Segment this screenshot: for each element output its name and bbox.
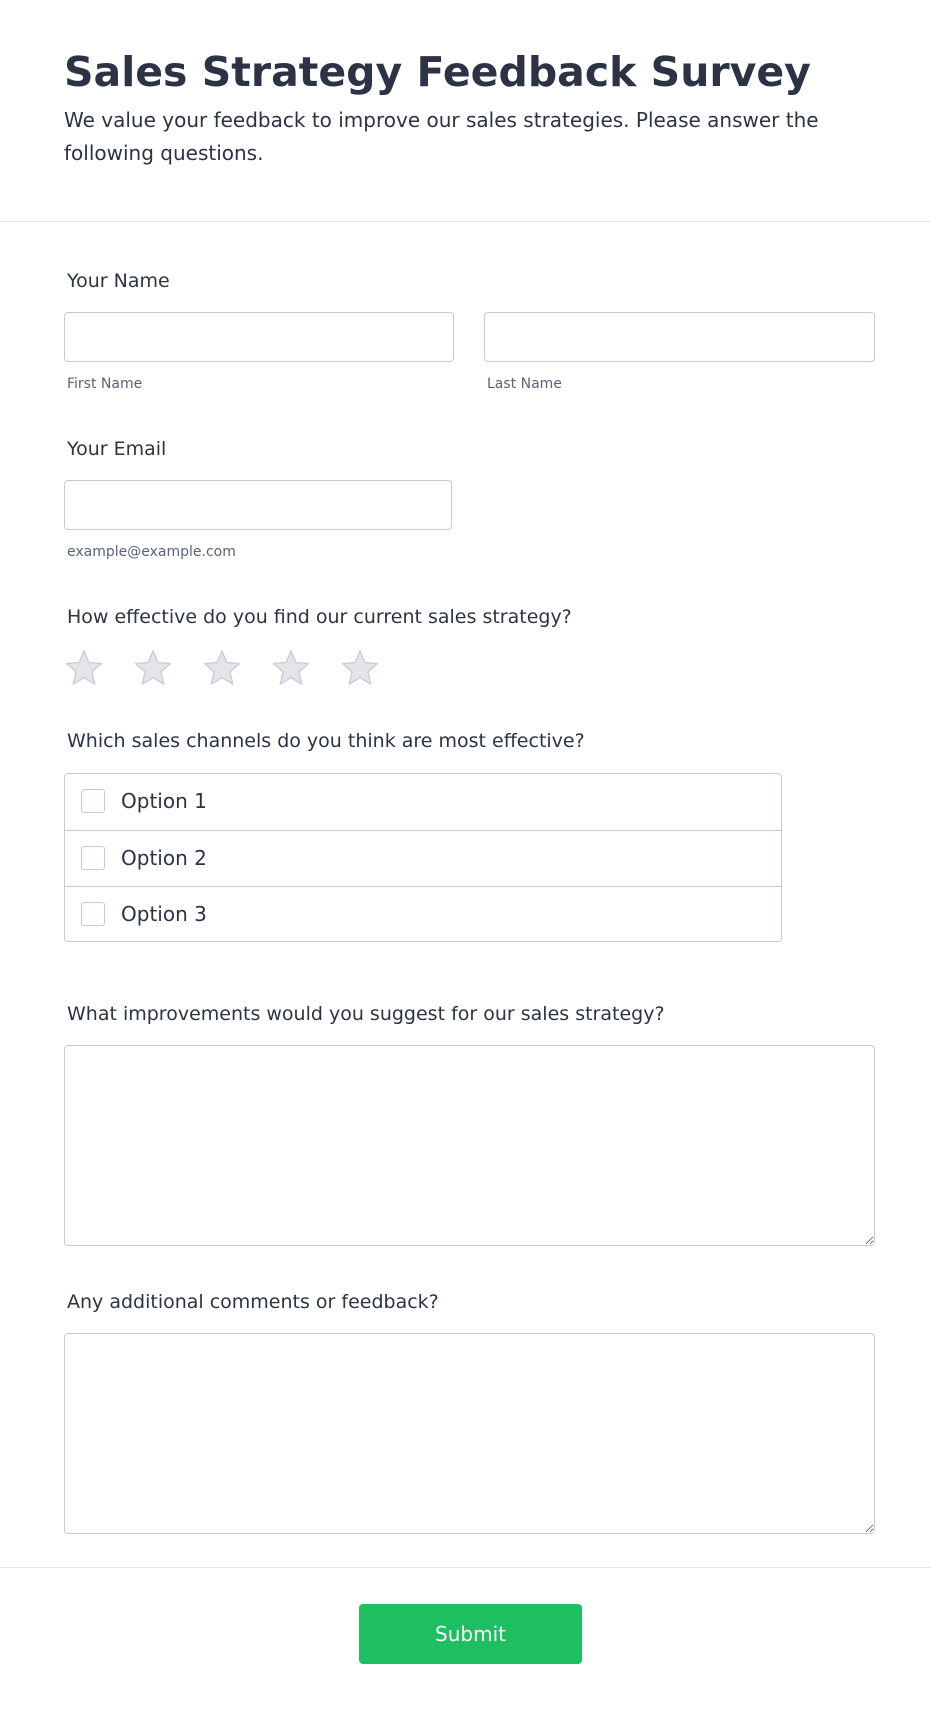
option-label: Option 3 [121, 902, 207, 926]
form-title: Sales Strategy Feedback Survey [64, 48, 811, 96]
name-label: Your Name [67, 270, 170, 292]
improvements-textarea[interactable] [64, 1045, 875, 1246]
checkbox[interactable] [81, 789, 105, 813]
last-name-sublabel: Last Name [487, 376, 562, 392]
checkbox[interactable] [81, 902, 105, 926]
checkbox-option-2[interactable] [65, 830, 781, 887]
first-name-input[interactable] [64, 312, 454, 362]
footer-divider [0, 1567, 930, 1568]
star-icon[interactable] [64, 648, 104, 688]
channels-checkbox-list [64, 773, 782, 942]
submit-button[interactable]: Submit [359, 1604, 582, 1664]
last-name-input[interactable] [484, 312, 875, 362]
star-icon[interactable] [271, 648, 311, 688]
checkbox-option-3[interactable] [65, 886, 781, 943]
channels-label: Which sales channels do you think are most effective? [67, 730, 585, 752]
option-label: Option 1 [121, 789, 207, 813]
form-subtitle: We value your feedback to improve our sales strategies. Please answer the following questions. [64, 108, 819, 165]
comments-label: Any additional comments or feedback? [67, 1291, 439, 1313]
option-label: Option 2 [121, 846, 207, 870]
first-name-sublabel: First Name [67, 376, 143, 392]
checkbox-option-1[interactable] [65, 774, 781, 830]
email-sublabel: example@example.com [67, 544, 236, 560]
star-icon[interactable] [340, 648, 380, 688]
improvements-label: What improvements would you suggest for our sales strategy? [67, 1003, 665, 1025]
star-icon[interactable] [133, 648, 173, 688]
star-rating [64, 648, 404, 688]
email-input[interactable] [64, 480, 452, 530]
email-label: Your Email [67, 438, 167, 460]
form-header [0, 0, 930, 222]
star-icon[interactable] [202, 648, 242, 688]
rating-label: How effective do you find our current sales strategy? [67, 606, 572, 628]
checkbox[interactable] [81, 846, 105, 870]
comments-textarea[interactable] [64, 1333, 875, 1534]
